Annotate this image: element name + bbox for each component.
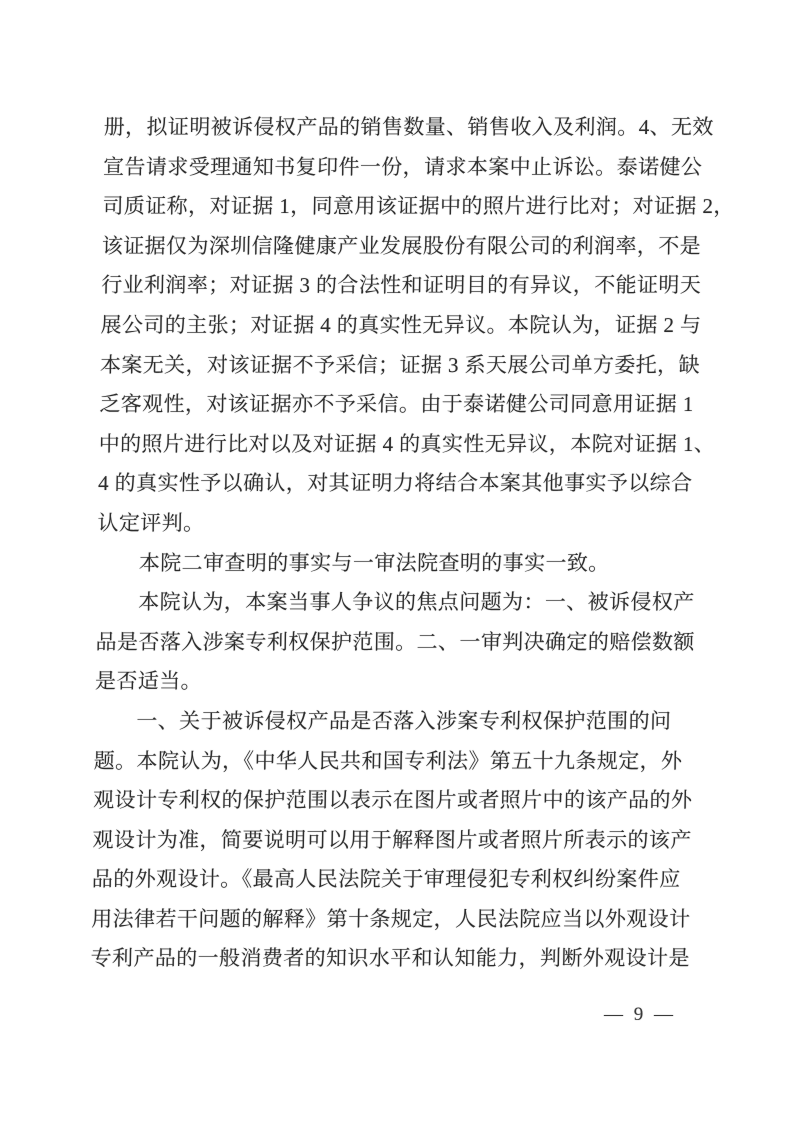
text-line: 本院认为，本案当事人争议的焦点问题为：一、被诉侵权产	[138, 590, 695, 615]
text-line: 展公司的主张；对证据 4 的真实性无异议。本院认为，证据 2 与	[100, 312, 702, 337]
text-line: 认定评判。	[97, 510, 205, 535]
text-line: 乏客观性，对该证据亦不予采信。由于泰诺健公司同意用证据 1	[99, 392, 694, 417]
text-line: 司质证称，对证据 1，同意用该证据中的照片进行比对；对证据 2，	[102, 194, 735, 219]
text-line: 中的照片进行比对以及对证据 4 的真实性无异议，本院对证据 1、	[98, 431, 716, 456]
paragraph-issue-one-analysis	[90, 702, 712, 979]
text-line: 题。本院认为，《中华人民共和国专利法》第五十九条规定，外	[93, 748, 683, 773]
paragraph-evidence-ruling	[97, 108, 735, 544]
text-line: 宣告请求受理通知书复印件一份，请求本案中止诉讼。泰诺健公	[102, 154, 703, 179]
text-line: 4 的真实性予以确认，对其证明力将结合本案其他事实予以综合	[97, 471, 693, 496]
text-line: 品的外观设计。《最高人民法院关于审理侵犯专利权纠纷案件应	[91, 867, 681, 892]
text-line: 是否适当。	[94, 669, 203, 694]
text-line: 品是否落入涉案专利权保护范围。二、一审判决确定的赔偿数额	[95, 629, 696, 654]
text-line: 一、关于被诉侵权产品是否落入涉案专利权保护范围的问	[136, 708, 672, 733]
text-line: 用法律若干问题的解释》第十条规定，人民法院应当以外观设计	[91, 906, 691, 931]
text-line: 本院二审查明的事实与一审法院查明的事实一致。	[138, 550, 610, 575]
page-footer	[575, 1000, 705, 1030]
document-body-text	[90, 108, 735, 979]
text-line: 观设计为准，简要说明可以用于解释图片或者照片所表示的该产	[92, 827, 692, 852]
text-line: 本案无关，对该证据不予采信；证据 3 系天展公司单方委托，缺	[99, 352, 701, 377]
paragraph-second-instance-facts	[97, 544, 716, 584]
paragraph-dispute-focus	[95, 583, 715, 702]
text-line: 册，拟证明被诉侵权产品的销售数量、销售收入及利润。4、无效	[103, 115, 714, 139]
text-line: 观设计专利权的保护范围以表示在图片或者照片中的该产品的外	[92, 788, 693, 813]
text-line: 该证据仅为深圳信隆健康产业发展股份有限公司的利润率，不是	[101, 233, 702, 258]
text-line: 专利产品的一般消费者的知识水平和认知能力，判断外观设计是	[90, 946, 691, 971]
page-number: — 9 —	[604, 1004, 676, 1025]
text-line: 行业利润率；对证据 3 的合法性和证明目的有异议，不能证明天	[101, 273, 702, 298]
